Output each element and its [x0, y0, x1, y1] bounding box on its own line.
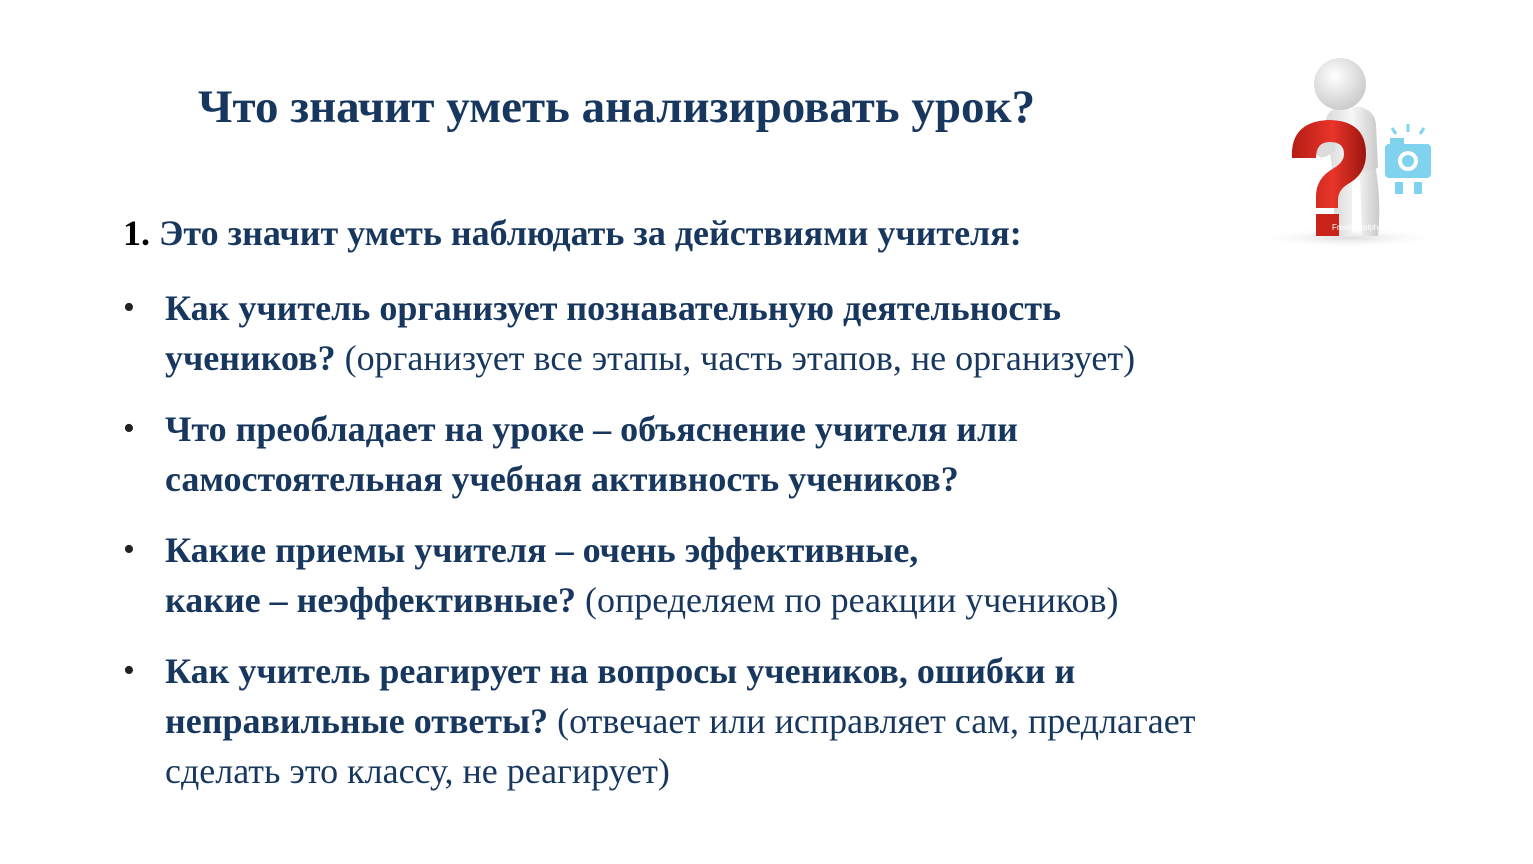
watermark-text: Freedigitalphotos.net: [1332, 223, 1407, 232]
bullet-normal-text: (организует все этапы, часть этапов, не организует): [335, 338, 1136, 378]
question-figure-icon: [1240, 50, 1450, 255]
bullet-item: [123, 525, 1383, 625]
camera-icon: [1385, 124, 1431, 194]
bullet-marker-icon: •: [123, 531, 135, 568]
bullet-bold-text: неправильные ответы?: [165, 701, 549, 741]
bullet-bold-text: Как учитель организует познавательную деятельность: [165, 288, 1062, 328]
bullet-marker-icon: •: [123, 289, 135, 326]
bullet-list: [123, 283, 1383, 817]
bullet-bold-text: учеников?: [165, 338, 336, 378]
bullet-item: [123, 404, 1383, 504]
slide-title: Что значит уметь анализировать урок?: [198, 81, 1036, 133]
bullet-bold-text: какие – неэффективные?: [165, 580, 576, 620]
bullet-bold-text: самостоятельная учебная активность учеников?: [165, 459, 959, 499]
bullet-marker-icon: •: [123, 652, 135, 689]
thinking-figure-image: [1240, 50, 1450, 255]
intro-number: 1.: [123, 213, 150, 253]
intro-text: Это значит уметь наблюдать за действиями учителя:: [159, 213, 1022, 253]
bullet-bold-text: Как учитель реагирует на вопросы учеников, ошибки и: [165, 651, 1076, 691]
intro-line: [123, 212, 1022, 254]
bullet-item: [123, 283, 1383, 383]
bullet-normal-text: (отвечает или исправляет сам, предлагает: [548, 701, 1196, 741]
bullet-bold-text: Какие приемы учителя – очень эффективные,: [165, 530, 919, 570]
bullet-marker-icon: •: [123, 410, 135, 447]
bullet-item: [123, 646, 1383, 796]
bullet-normal-text: (определяем по реакции учеников): [575, 580, 1119, 620]
bullet-normal-text: сделать это классу, не реагирует): [165, 751, 670, 791]
bullet-bold-text: Что преобладает на уроке – объяснение учителя или: [165, 409, 1018, 449]
